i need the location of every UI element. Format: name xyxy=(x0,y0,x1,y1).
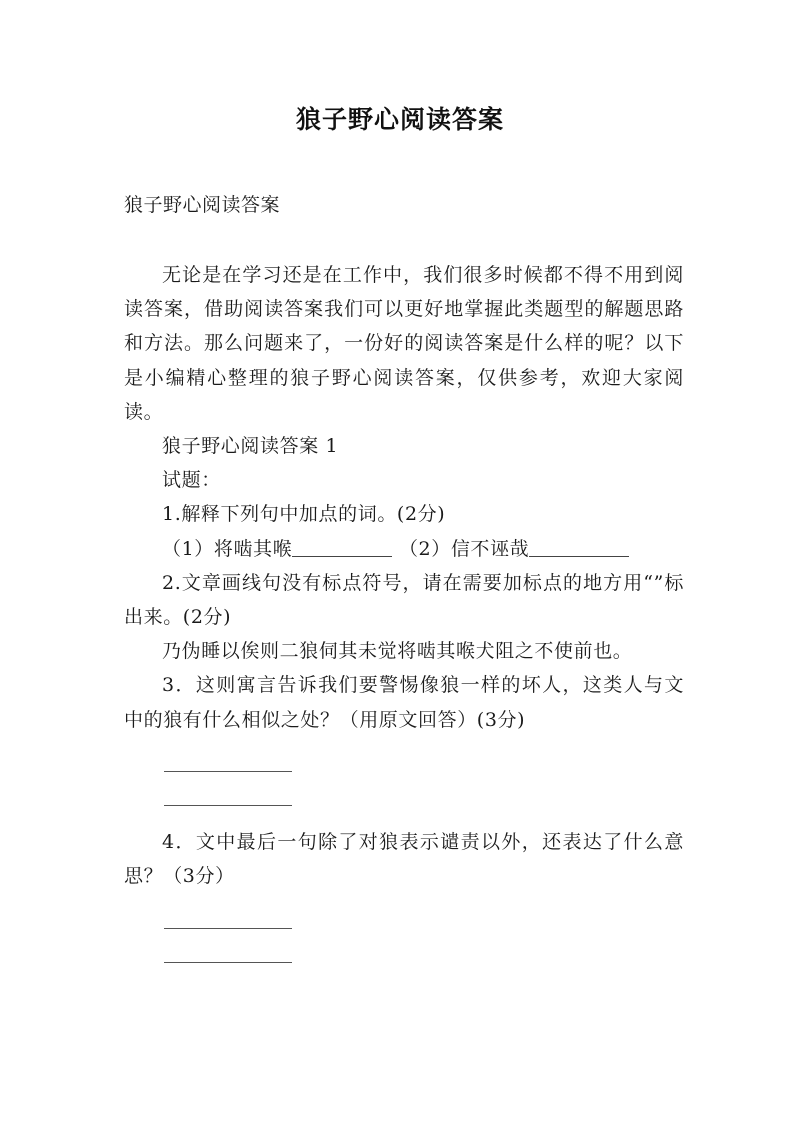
spacer xyxy=(124,737,684,747)
question-2: 2.文章画线句没有标点符号，请在需要加标点的地方用“”标出来。(2分) xyxy=(124,571,684,629)
section-heading: 狼子野心阅读答案 1 xyxy=(162,435,339,458)
answer-line xyxy=(164,938,684,972)
question-1-items xyxy=(124,532,684,566)
question-4: 4．文中最后一句除了对狼表示谴责以外，还表达了什么意思？（3分） xyxy=(124,831,684,888)
question-1: 1.解释下列句中加点的词。(2分) xyxy=(162,503,446,526)
spacer xyxy=(124,815,684,825)
question-1-item-2: （2）信不诬哉 xyxy=(398,537,530,560)
questions-label: 试题： xyxy=(162,469,221,492)
question-3: 3．这则寓言告诉我们要警惕像狼一样的坏人，这类人与文中的狼有什么相似之处？（用原文回答）(3分) xyxy=(124,674,684,731)
document-title: 狼子野心阅读答案 xyxy=(295,105,504,134)
intro-paragraph: 无论是在学习还是在工作中，我们很多时候都不得不用到阅读答案，借助阅读答案我们可以更好地掌握此类题型的解题思路和方法。那么问题来了，一份好的阅读答案是什么样的呢？以下是小编精心整理的狼子野心阅读答案，仅供参考，欢迎大家阅读。 xyxy=(124,264,684,423)
spacer xyxy=(124,894,684,904)
answer-line xyxy=(164,781,684,815)
answer-blank xyxy=(529,538,629,557)
document-body xyxy=(124,258,684,972)
question-1-item-1: （1）将啮其喉 xyxy=(162,537,293,560)
document-subtitle: 狼子野心阅读答案 xyxy=(124,194,281,216)
answer-line xyxy=(164,747,684,781)
question-2-sentence: 乃伪睡以俟则二狼伺其未觉将啮其喉犬阻之不使前也。 xyxy=(162,640,633,663)
answer-line xyxy=(164,904,684,938)
answer-blank xyxy=(292,538,392,557)
